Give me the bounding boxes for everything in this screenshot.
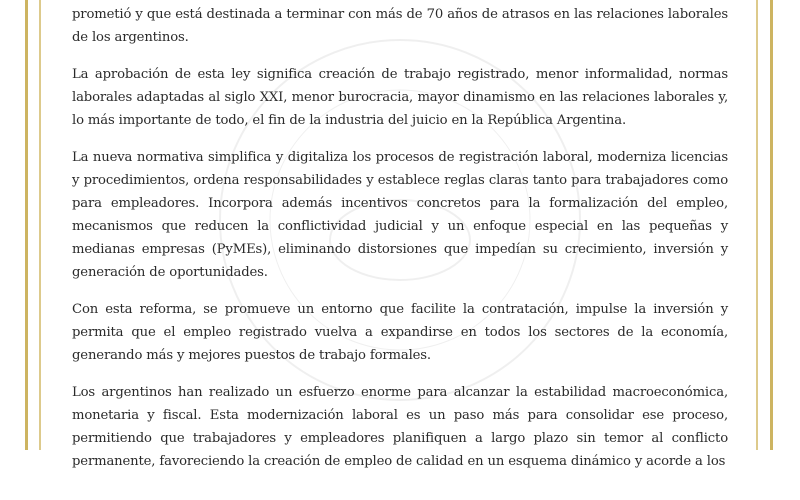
document-body	[72, 3, 728, 487]
left-border-outer	[25, 0, 28, 450]
paragraph-4: Con esta reforma, se promueve un entorno que facilite la contratación, impulse la inversión y permita que el empleo registrado vuelva a expandirse en todos los sectores de la economía, generando más y mejores puestos de trabajo formales.	[72, 302, 728, 363]
paragraph-2: La aprobación de esta ley significa creación de trabajo registrado, menor informalidad, normas laborales adaptadas al siglo XXI, menor burocracia, mayor dinamismo en las relaciones laborales y, lo más importante de todo, el fin de la industria del juicio en la República Argentina.	[72, 67, 728, 128]
right-border-inner	[756, 0, 758, 450]
right-border-outer	[770, 0, 773, 450]
paragraph-3: La nueva normativa simplifica y digitaliza los procesos de registración laboral, moderniza licencias y procedimientos, ordena responsabilidades y establece reglas claras tanto para trabajadores como para empleadores. Incorpora además incentivos concretos para la formalización del empleo, mecanismos que reducen la conflictividad judicial y un enfoque especial en las pequeñas y medianas empresas (PyMEs), eliminando distorsiones que impedían su crecimiento, inversión y generación de oportunidades.	[72, 150, 728, 280]
left-border-inner	[39, 0, 41, 450]
paragraph-5: Los argentinos han realizado un esfuerzo enorme para alcanzar la estabilidad macroeconómica, monetaria y fiscal. Esta modernización laboral es un paso más para consolidar ese proceso, permitiendo que trabajadores y empleadores planifiquen a largo plazo sin temor al conflicto permanente, favoreciendo la creación de empleo de calidad en un esquema dinámico y acorde a los	[72, 385, 728, 469]
paragraph-1: prometió y que está destinada a terminar con más de 70 años de atrasos en las relaciones laborales de los argentinos.	[72, 7, 728, 45]
